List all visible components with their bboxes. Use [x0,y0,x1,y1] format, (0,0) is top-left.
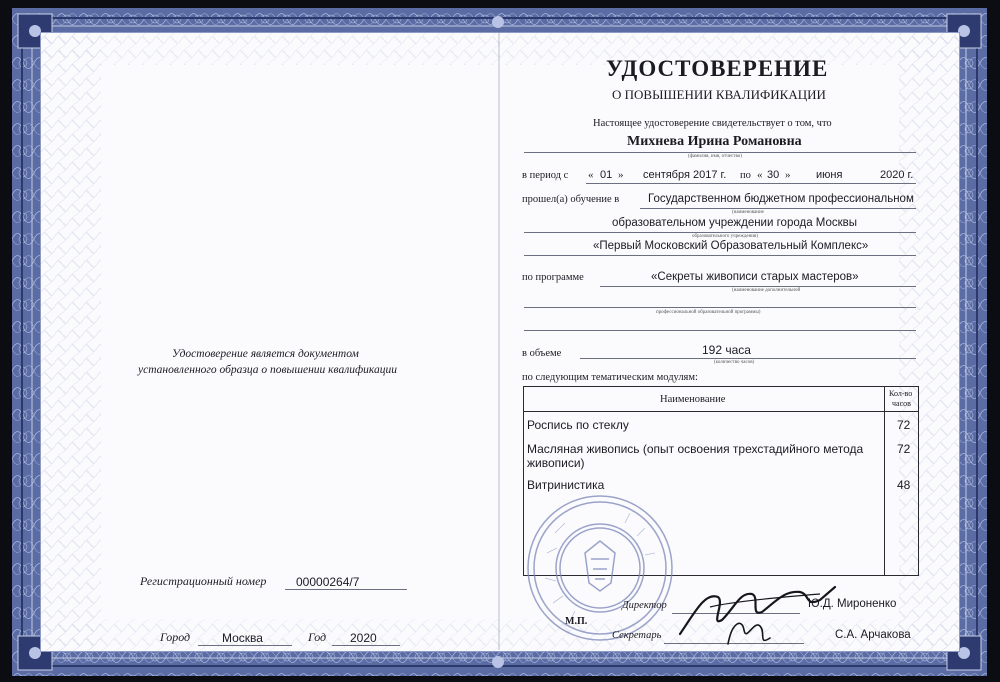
mp-label: М.П. [565,616,588,627]
volume-label: в объеме [522,348,562,359]
institution-line3: «Первый Московский Образовательный Комплекс» [593,240,869,252]
modules-row-1-hours: 72 [897,418,911,432]
round-stamp [525,493,675,643]
city-label: Город [160,630,191,644]
modules-header-hours-1: Кол-во [889,389,913,398]
period-to-year: 2020 г. [880,169,914,181]
holder-hint: (фамилия, имя, отчество) [688,154,742,159]
year-underline [332,645,400,646]
period-label: в период с [522,170,569,181]
city-value: Москва [222,631,263,645]
program-name: «Секреты живописи старых мастеров» [651,271,859,283]
certificate-subtitle: О ПОВЫШЕНИИ КВАЛИФИКАЦИИ [612,87,826,102]
period-quote-4: » [785,169,791,181]
training-label: прошел(а) обучение в [522,194,620,205]
program-label: по программе [522,272,584,283]
institution-underline-2 [524,232,916,233]
year-label: Год [308,630,327,644]
left-note-line2: установленного образца о повышении квалификации [138,364,397,376]
period-to-day: 30 [767,169,780,181]
program-hint1: (наименование дополнительной [732,288,801,293]
modules-row-3-hours: 48 [897,478,911,492]
volume-value: 192 часа [702,343,751,357]
modules-table-column-divider [884,387,885,575]
modules-label: по следующим тематическим модулям: [522,372,698,383]
director-label: Директор [622,600,667,611]
institution-underline-3 [524,255,916,256]
city-underline [198,645,292,646]
certificate-title: УДОСТОВЕРЕНИЕ [606,56,829,81]
period-from-month: сентября [643,169,690,181]
secretary-name: С.А. Арчакова [835,629,911,641]
program-underline-1 [600,286,916,287]
modules-header-name: Наименование [660,394,726,405]
modules-row-2-hours: 72 [897,442,911,456]
holder-underline [524,152,916,153]
holder-name: Михнева Ирина Романовна [627,134,802,149]
program-underline-3 [524,330,916,331]
institution-underline-1 [640,208,916,209]
director-name: Ю.Д. Мироненко [808,598,897,610]
left-note-line1: Удостоверение является документом [172,348,359,360]
secretary-label: Секретарь [612,630,662,641]
period-to-month: июня [816,169,843,181]
modules-row-1-name: Роспись по стеклу [527,418,629,432]
institution-hint2: образовательного учреждения) [692,234,758,239]
modules-row-3-name: Витринистика [527,478,605,492]
period-from-day: 01 [600,169,613,181]
volume-underline [580,358,916,359]
registration-number: 00000264/7 [296,575,360,589]
intro-text: Настоящее удостоверение свидетельствует о том, что [593,118,832,129]
institution-line2: образовательном учреждении города Москвы [612,217,858,229]
institution-line1: Государственном бюджетном профессиональном [648,193,914,205]
registration-label: Регистрационный номер [140,574,267,588]
year-value: 2020 [350,631,377,645]
modules-row-2-name-cont: живописи) [527,456,585,470]
registration-underline [285,589,407,590]
secretary-signature [720,612,780,652]
period-quote-3: « [757,169,763,181]
institution-hint1: (наименование [732,210,764,215]
volume-hint: (количество часов) [714,360,755,365]
modules-header-hours-2: часов [892,399,911,408]
period-quote-1: « [588,169,594,181]
program-hint2: профессиональной образовательной программы) [656,310,761,315]
period-quote-2: » [618,169,624,181]
period-to-label: по [740,170,751,181]
period-underline [586,183,916,184]
modules-row-2-name: Масляная живопись (опыт освоения трехстадийного метода [527,442,864,456]
fold-line [498,32,500,650]
period-from-year: 2017 г. [693,169,727,181]
program-underline-2 [524,307,916,308]
